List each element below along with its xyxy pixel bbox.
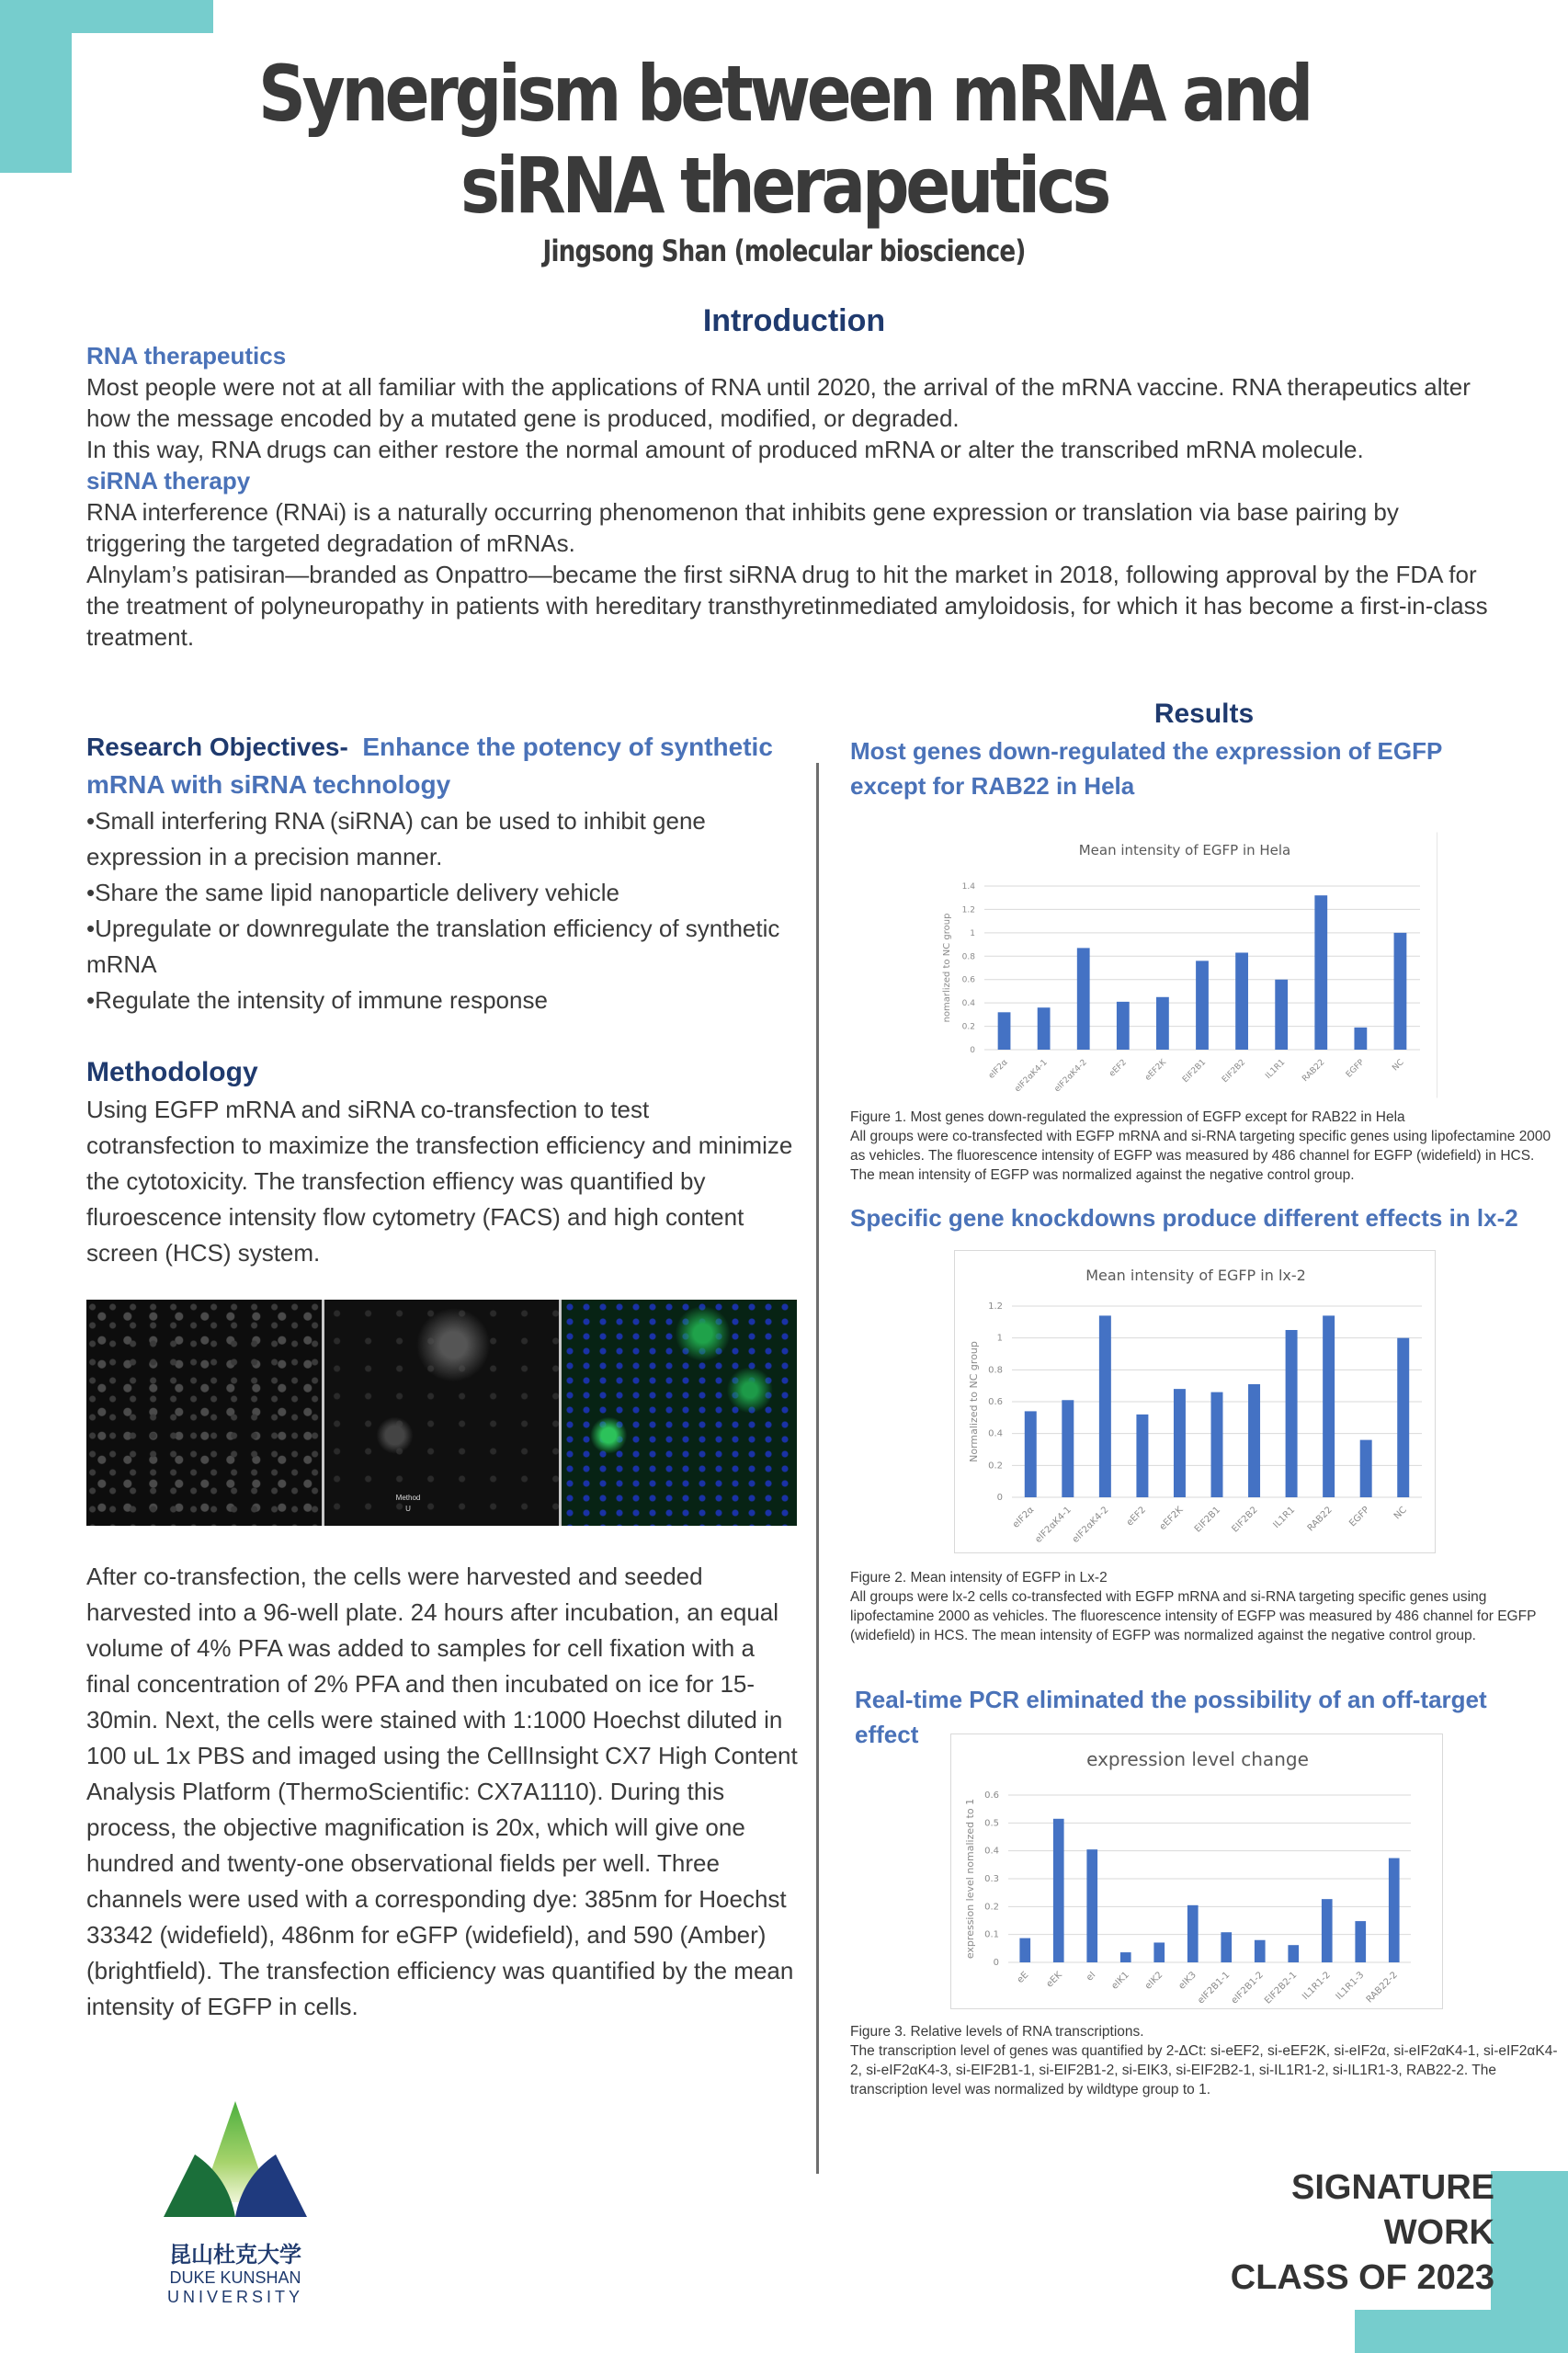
fig3-caption-title: Figure 3. Relative levels of RNA transcriptions. bbox=[850, 2024, 1144, 2040]
bar bbox=[1120, 1952, 1131, 1962]
bar bbox=[1077, 948, 1090, 1050]
bar bbox=[1389, 1859, 1400, 1962]
corner-accent-top-left-bar bbox=[0, 0, 72, 173]
svg-text:0: 0 bbox=[970, 1046, 975, 1055]
svg-text:0.2: 0.2 bbox=[961, 1022, 975, 1032]
fig3-caption bbox=[850, 2022, 1558, 2099]
bar bbox=[1099, 1315, 1111, 1497]
methodology-procedure bbox=[86, 1559, 803, 2025]
bar bbox=[1136, 1415, 1148, 1497]
bar bbox=[1156, 997, 1169, 1050]
fig1-caption-title: Figure 1. Most genes down-regulated the expression of EGFP except for RAB22 in Hela bbox=[850, 1109, 1405, 1125]
svg-text:0.6: 0.6 bbox=[961, 975, 975, 985]
bar bbox=[1255, 1940, 1266, 1962]
bar bbox=[1019, 1938, 1030, 1962]
x-tick-label: eIF2B1-1 bbox=[1196, 1970, 1233, 2006]
svg-text:0.4: 0.4 bbox=[984, 1846, 999, 1857]
x-tick-label: EIF2B1 bbox=[1192, 1505, 1223, 1535]
chart-title: Mean intensity of EGFP in lx-2 bbox=[1085, 1267, 1306, 1284]
x-tick-label: NC bbox=[1391, 1058, 1406, 1074]
bar-chart-hela bbox=[931, 833, 1438, 1099]
badge-line-2: WORK bbox=[1383, 2213, 1494, 2252]
x-tick-label: eIF2αK4-1 bbox=[1033, 1505, 1074, 1545]
sirna-therapy-heading: siRNA therapy bbox=[86, 467, 251, 494]
x-tick-label: eIF2αK4-2 bbox=[1070, 1505, 1111, 1545]
fig3-caption-body: The transcription level of genes was quantified by 2-ΔCt: si-eEF2, si-eEF2K, si-eIF2α, si-eIF2αK4-1, si-eIF2αK4-2, si-eIF2αK4-3, si-EIF2B1-1, si-EIF2B1-2, si-EIK3, si-EIF2B2-1, si-IL1R1-2, si-IL1R1-3, RAB22-2. The transcription level was normalized by wildtype group to 1. bbox=[850, 2043, 1558, 2097]
poster-title bbox=[109, 48, 1458, 232]
results-heading: Results bbox=[1153, 699, 1255, 729]
x-tick-label: eEF2 bbox=[1108, 1058, 1129, 1079]
bar bbox=[1275, 980, 1288, 1050]
bar bbox=[1314, 895, 1327, 1050]
x-tick-label: eEF2 bbox=[1124, 1505, 1149, 1529]
microscopy-hoechst-panel bbox=[86, 1300, 322, 1526]
objective-bullet: •Share the same lipid nanoparticle delivery vehicle bbox=[86, 879, 619, 906]
fig1-caption bbox=[850, 1108, 1558, 1185]
bar bbox=[1235, 952, 1248, 1050]
x-tick-label: EGFP bbox=[1347, 1505, 1372, 1529]
x-tick-label: eEF2K bbox=[1157, 1505, 1186, 1533]
bar bbox=[1196, 961, 1209, 1050]
rna-therapeutics-heading: RNA therapeutics bbox=[86, 342, 287, 369]
author-line: Jingsong Shan (molecular bioscience) bbox=[542, 233, 1026, 268]
fig2-caption-body: All groups were lx-2 cells co-transfected with EGFP mRNA and si-RNA targeting specific genes using lipofectamine 2000 as vehicles. The fluorescence intensity of EGFP was measured by 486 channel for EGFP (widefield) in HCS. The mean intensity of EGFP was normalized against the negative control group. bbox=[850, 1589, 1537, 1643]
x-tick-label: IL1R1 bbox=[1264, 1058, 1288, 1082]
svg-text:0.6: 0.6 bbox=[988, 1397, 1003, 1407]
microscopy-merged-panel bbox=[562, 1300, 797, 1526]
svg-text:0: 0 bbox=[993, 1958, 999, 1968]
bar bbox=[1038, 1007, 1051, 1050]
x-tick-label: eIF2αK4-1 bbox=[1013, 1058, 1050, 1095]
image-label: Method U bbox=[395, 1494, 421, 1513]
university-logo bbox=[162, 2094, 309, 2314]
x-tick-label: eI bbox=[1085, 1970, 1098, 1984]
column-divider bbox=[816, 763, 819, 2174]
y-axis-label: Normalized to NC group bbox=[968, 1341, 980, 1462]
x-tick-label: RAB22 bbox=[1301, 1058, 1327, 1085]
x-tick-label: eIK2 bbox=[1143, 1970, 1165, 1992]
bar bbox=[1187, 1905, 1199, 1962]
microscopy-image-strip bbox=[86, 1300, 797, 1526]
sirna-therapy-p2: Alnylam’s patisiran—branded as Onpattro—became the first siRNA drug to hit the market in 2018, following approval by the FDA for the treatment of polyneuropathy in patients with hereditary transthyretinmediated amyloidosis, for which it has become a first-in-class treatment. bbox=[86, 561, 1488, 651]
svg-text:0.8: 0.8 bbox=[988, 1365, 1003, 1376]
objectives-subheading: Enhance the potency of synthetic mRNA with siRNA technology bbox=[86, 733, 773, 799]
x-tick-label: EGFP bbox=[1344, 1058, 1367, 1080]
bar bbox=[1286, 1330, 1298, 1497]
fig1-caption-body: All groups were co-transfected with EGFP mRNA and si-RNA targeting specific genes using lipofectamine 2000 as vehicles. The fluorescence intensity of EGFP was measured by 486 channel for EGFP (widefield) in HCS. The mean intensity of EGFP was normalized against the negative control group. bbox=[850, 1129, 1551, 1183]
svg-text:1: 1 bbox=[996, 1333, 1003, 1344]
methodology-p1: Using EGFP mRNA and siRNA co-transfection to test cotransfection to maximize the transfection efficiency and minimize the cytotoxicity. The transfection effiency was quantified by fluroescence intensity flow cytometry (FACS) and high content screen (HCS) system. bbox=[86, 1096, 793, 1267]
x-tick-label: RAB22-2 bbox=[1364, 1970, 1400, 2006]
bar bbox=[1360, 1440, 1372, 1497]
svg-text:0.8: 0.8 bbox=[961, 952, 975, 962]
results-section bbox=[850, 695, 1558, 803]
bar bbox=[1025, 1411, 1037, 1497]
x-tick-label: EIF2B2 bbox=[1221, 1058, 1248, 1086]
x-tick-label: eIF2α bbox=[1010, 1505, 1037, 1530]
fig2-caption bbox=[850, 1568, 1558, 1645]
svg-text:0.4: 0.4 bbox=[988, 1428, 1003, 1439]
chart-egfp-hela bbox=[930, 832, 1437, 1098]
methodology-p2: After co-transfection, the cells were harvested and seeded harvested into a 96-well plate. 24 hours after incubation, an equal volume of 4% PFA was added to samples for cell fixation with a final concentration of 2% PFA and then incubated on ice for 15-30min. Next, the cells were stained with 1:1000 Hoechst diluted in 100 uL 1x PBS and imaged using the CellInsight CX7 High Content Analysis Platform (ThermoScientific: CX7A1110). During this process, the objective magnification is 20x, which will give one hundred and twenty-one observational fields per well. Three channels were used with a corresponding dye: 385nm for Hoechst 33342 (widefield), 486nm for eGFP (widefield), and 590 (Amber) (brightfield). The transfection efficiency was quantified by the mean intensity of EGFP in cells. bbox=[86, 1563, 798, 2020]
chart-egfp-lx2 bbox=[954, 1250, 1436, 1553]
fig3-heading: Real-time PCR eliminated the possibility of an off-target effect bbox=[855, 1686, 1487, 1748]
objectives-section bbox=[86, 728, 803, 1018]
x-tick-label: NC bbox=[1392, 1505, 1409, 1522]
objective-bullet: •Upregulate or downregulate the translation efficiency of synthetic mRNA bbox=[86, 915, 780, 978]
x-tick-label: IL1R1-3 bbox=[1334, 1970, 1367, 2003]
bar bbox=[1322, 1899, 1333, 1962]
svg-text:0.6: 0.6 bbox=[984, 1790, 999, 1801]
x-tick-label: EIF2B2 bbox=[1230, 1505, 1260, 1535]
bar bbox=[1323, 1315, 1335, 1497]
rna-therapeutics-p1: Most people were not at all familiar with the applications of RNA until 2020, the arrival of the mRNA vaccine. RNA therapeutics alter how the message encoded by a mutated gene is produced, modified, or degraded. bbox=[86, 373, 1471, 432]
svg-text:0.2: 0.2 bbox=[984, 1902, 999, 1913]
bar bbox=[1174, 1389, 1186, 1497]
bar bbox=[1062, 1400, 1074, 1497]
svg-text:0.4: 0.4 bbox=[961, 999, 975, 1009]
logo-chinese-name: 昆山杜克大学 bbox=[169, 2242, 301, 2268]
y-axis-label: expression level nomalized to 1 bbox=[964, 1798, 976, 1960]
svg-text:1: 1 bbox=[970, 928, 975, 938]
x-tick-label: eEF2K bbox=[1143, 1058, 1169, 1083]
bar bbox=[1354, 1028, 1367, 1050]
x-tick-label: EIF2B1 bbox=[1181, 1058, 1209, 1086]
badge-line-3: CLASS OF 2023 bbox=[1230, 2258, 1494, 2297]
introduction-heading: Introduction bbox=[702, 303, 886, 338]
x-tick-label: EIF2B2-1 bbox=[1263, 1970, 1300, 2006]
logo-english-line1: DUKE KUNSHAN bbox=[169, 2268, 301, 2287]
bar bbox=[1355, 1921, 1366, 1962]
signature-work-badge bbox=[1231, 2165, 1494, 2301]
corner-accent-bottom-right-foot bbox=[1355, 2310, 1568, 2353]
x-tick-label: IL1R1-2 bbox=[1301, 1970, 1333, 2003]
logo-mountain-icon bbox=[162, 2094, 309, 2219]
svg-text:0.5: 0.5 bbox=[984, 1818, 999, 1829]
title-line-2: siRNA therapeutics bbox=[460, 141, 1108, 231]
svg-text:1.4: 1.4 bbox=[961, 882, 975, 892]
x-tick-label: eIF2α bbox=[986, 1058, 1010, 1081]
bar bbox=[998, 1012, 1011, 1050]
bar bbox=[1153, 1942, 1165, 1962]
x-tick-label: RAB22 bbox=[1305, 1505, 1335, 1534]
bar bbox=[1248, 1384, 1260, 1497]
x-tick-label: eE bbox=[1015, 1970, 1031, 1985]
y-axis-label: nomarlized to NC group bbox=[942, 913, 952, 1023]
fig2-caption-title: Figure 2. Mean intensity of EGFP in Lx-2 bbox=[850, 1570, 1108, 1586]
bar bbox=[1394, 933, 1407, 1050]
svg-text:0.1: 0.1 bbox=[984, 1929, 999, 1940]
x-tick-label: eEK bbox=[1044, 1970, 1064, 1990]
x-tick-label: eIF2B1-2 bbox=[1229, 1970, 1266, 2006]
bar-chart-lx2 bbox=[955, 1251, 1437, 1554]
x-tick-label: eIF2αK4-2 bbox=[1052, 1058, 1089, 1095]
chart-title: Mean intensity of EGFP in Hela bbox=[1078, 842, 1291, 858]
chart-expression-level bbox=[950, 1733, 1443, 2009]
objectives-heading: Research Objectives- bbox=[86, 733, 348, 761]
logo-english-line2: UNIVERSITY bbox=[166, 2288, 304, 2306]
bar bbox=[1211, 1392, 1223, 1497]
bar bbox=[1221, 1932, 1232, 1962]
fig1-heading: Most genes down-regulated the expression of EGFP except for RAB22 in Hela bbox=[850, 737, 1442, 800]
x-tick-label: eIK3 bbox=[1176, 1970, 1199, 1992]
badge-line-1: SIGNATURE bbox=[1291, 2168, 1494, 2207]
methodology-section bbox=[86, 1053, 803, 1271]
chart-title: expression level change bbox=[1086, 1748, 1309, 1770]
bar-chart-expression bbox=[951, 1734, 1444, 2010]
bar bbox=[1397, 1338, 1409, 1497]
bar bbox=[1288, 1945, 1299, 1962]
svg-text:0.3: 0.3 bbox=[984, 1874, 999, 1884]
rna-therapeutics-p2: In this way, RNA drugs can either restore the normal amount of produced mRNA or alter the transcribed mRNA molecule. bbox=[86, 436, 1364, 463]
fig2-heading: Specific gene knockdowns produce different effects in lx-2 bbox=[850, 1204, 1518, 1232]
x-tick-label: eIK1 bbox=[1109, 1970, 1131, 1992]
title-line-1: Synergism between mRNA and bbox=[257, 49, 1311, 139]
svg-text:0.2: 0.2 bbox=[988, 1461, 1003, 1472]
bar bbox=[1053, 1819, 1064, 1962]
objective-bullet: •Small interfering RNA (siRNA) can be used to inhibit gene expression in a precision manner. bbox=[86, 807, 706, 870]
bar bbox=[1086, 1849, 1097, 1962]
x-tick-label: IL1R1 bbox=[1271, 1505, 1298, 1531]
methodology-heading: Methodology bbox=[86, 1057, 258, 1087]
bar bbox=[1117, 1002, 1130, 1050]
svg-text:0: 0 bbox=[996, 1493, 1003, 1503]
svg-text:1.2: 1.2 bbox=[961, 905, 975, 915]
svg-text:1.2: 1.2 bbox=[988, 1302, 1003, 1312]
objective-bullet: •Regulate the intensity of immune response bbox=[86, 986, 548, 1014]
microscopy-egfp-panel bbox=[324, 1300, 560, 1526]
sirna-therapy-p1: RNA interference (RNAi) is a naturally occurring phenomenon that inhibits gene expression or translation via base pairing by triggering the targeted degradation of mRNAs. bbox=[86, 498, 1399, 557]
introduction-section bbox=[86, 301, 1502, 653]
